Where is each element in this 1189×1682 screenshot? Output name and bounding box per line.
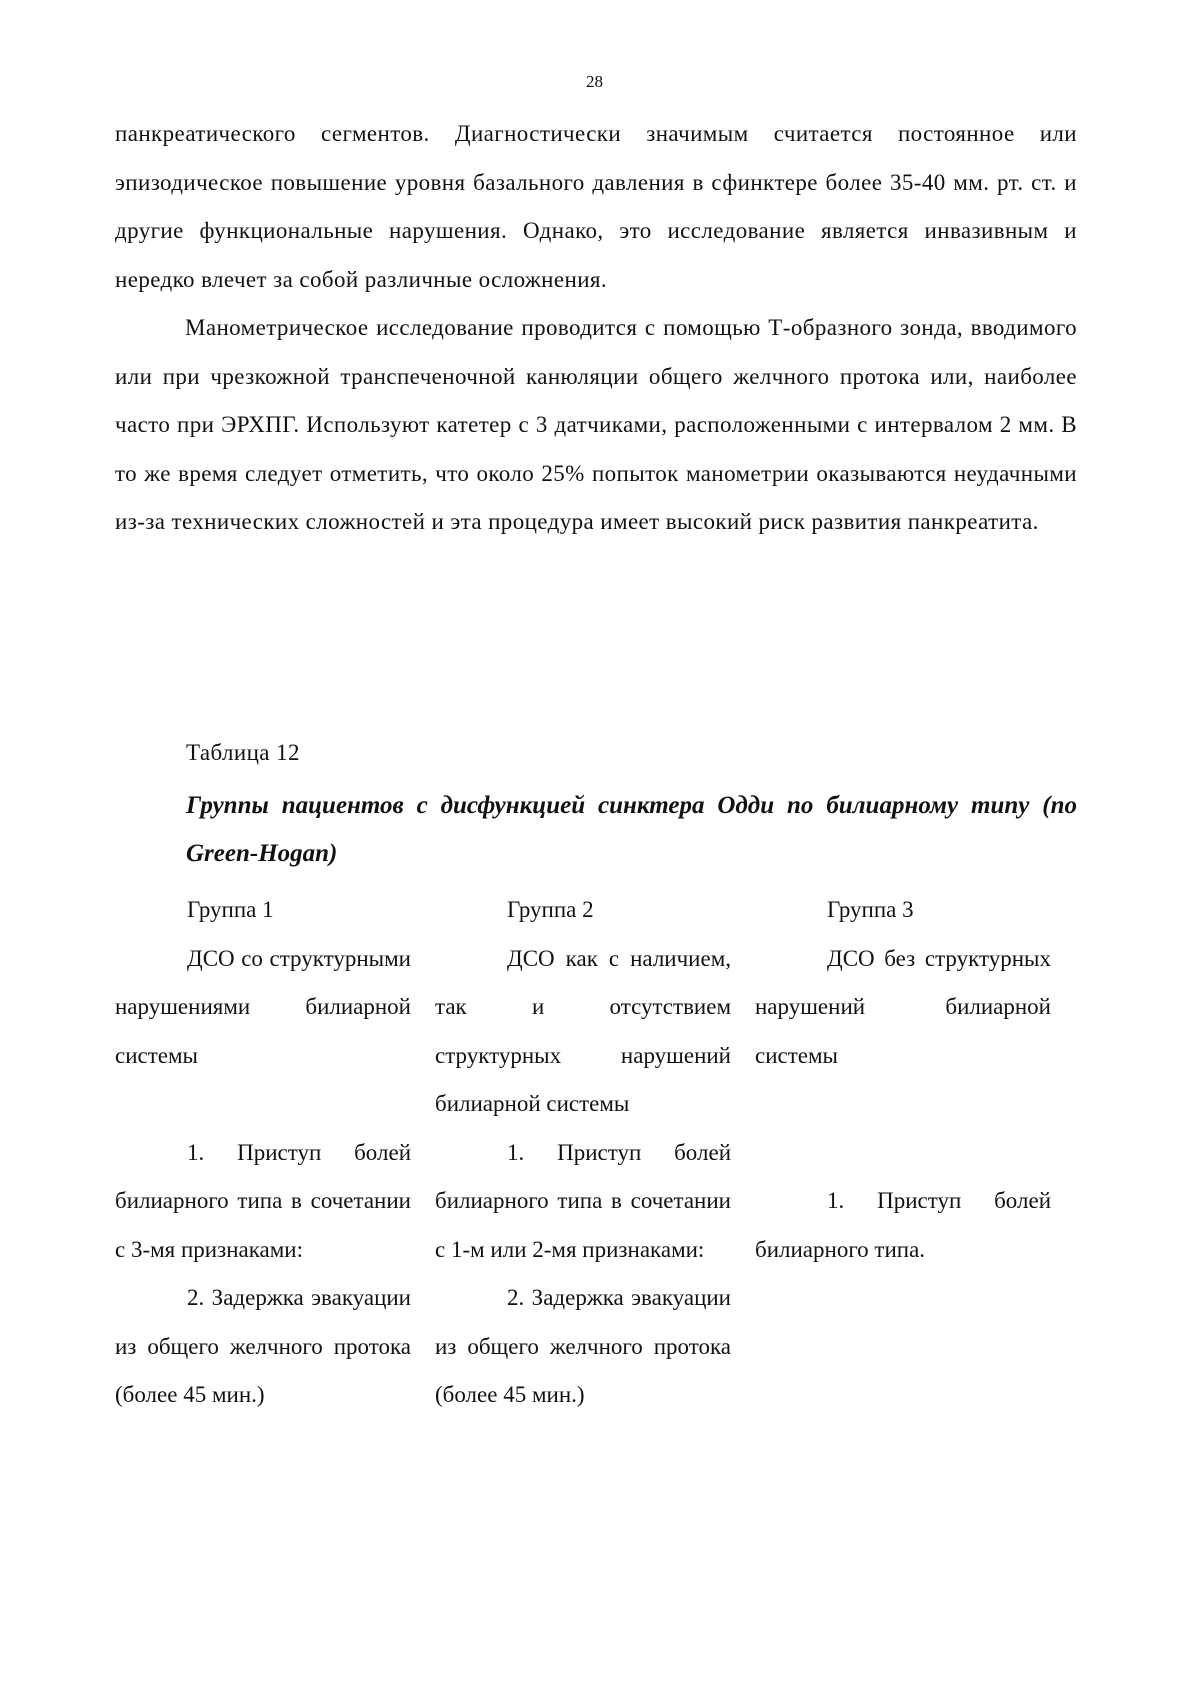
body-text (115, 110, 1077, 547)
page-number: 28 (586, 72, 603, 91)
group-2-criterion-2: 2. Задержка эвакуации из общего желчного протока (более 45 мин.) (435, 1285, 731, 1407)
group-2-header: Группа 2 (507, 897, 594, 922)
group-1-column (115, 886, 411, 1420)
group-3-header: Группа 3 (827, 897, 914, 922)
paragraph-2: Манометрическое исследование проводится с помощью Т-образного зонда, вводимого или при чрезкожной транспеченочной канюляции общего желчного протока или, наиболее часто при ЭРХПГ. Используют катетер с 3 датчиками, расположенными с интервалом 2 мм. В то же время следует отметить, что около 25% попыток манометрии оказываются неудачными из-за технических сложностей и эта процедура имеет высокий риск развития панкреатита. (115, 315, 1077, 534)
group-1-spacer (115, 1080, 411, 1129)
group-1-header: Группа 1 (187, 897, 274, 922)
group-2-description: ДСО как с наличием, так и отсутствием структурных нарушений билиарной системы (435, 945, 731, 1116)
group-2-criterion-1: 1. Приступ болей билиарного типа в сочетании с 1-м или 2-мя признаками: (435, 1139, 731, 1262)
group-2-column (435, 886, 731, 1420)
group-1-criterion-2: 2. Задержка эвакуации из общего желчного протока (более 45 мин.) (115, 1285, 411, 1407)
paragraph-1: панкреатического сегментов. Диагностически значимым считается постоянное или эпизодическое повышение уровня базального давления в сфинктере более 35-40 мм. рт. ст. и другие функциональные нарушения. Однако, это исследование является инвазивным и нередко влечет за собой различные осложнения. (115, 121, 1077, 292)
table-label: Таблица 12 (186, 740, 300, 765)
group-3-description: ДСО без структурных нарушений билиарной системы (755, 945, 1051, 1068)
table-title: Группы пациентов с дисфункцией синктера Одди по билиарному типу (по Green-Hogan) (186, 792, 1077, 867)
group-1-description: ДСО со структурными нарушениями билиарной системы (115, 945, 411, 1068)
group-3-column (755, 886, 1051, 1420)
groups-table (115, 886, 1055, 1420)
group-1-criterion-1: 1. Приступ болей билиарного типа в сочетании с 3-мя признаками: (115, 1139, 411, 1262)
group-3-spacer (755, 1080, 1051, 1177)
group-3-criterion-1: 1. Приступ болей билиарного типа. (755, 1188, 1051, 1262)
